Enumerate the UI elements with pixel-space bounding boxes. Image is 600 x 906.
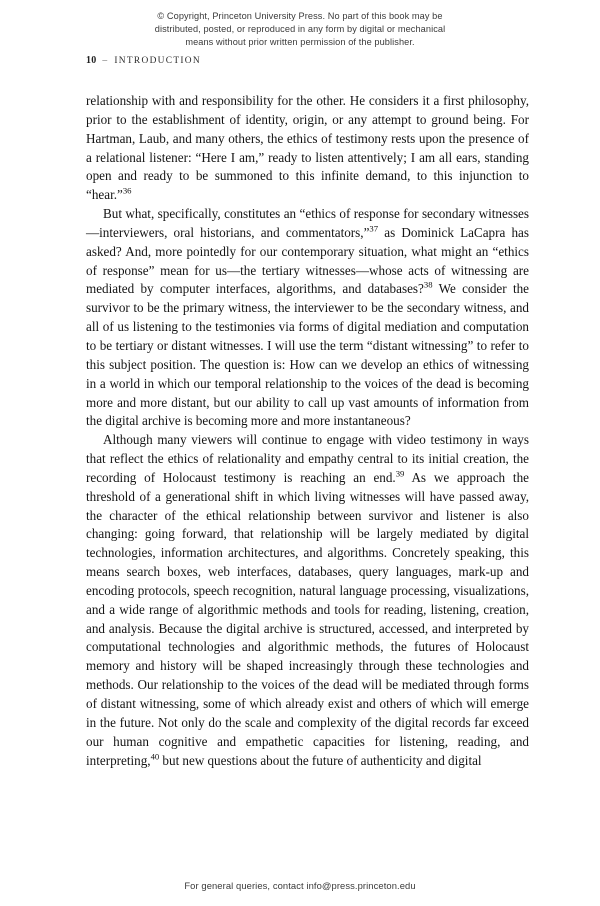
page-number: 10 — [86, 55, 97, 66]
page-footer: For general queries, contact info@press.princeton.edu — [184, 880, 416, 891]
footnote-reference[interactable]: 37 — [369, 223, 379, 234]
body-paragraph: relationship with and responsibility for the other. He considers it a first philosophy, prior to the establishment of identity, origin, or any attempt to ground being. For Hartman, Laub, and many others, the ethics of testimony rests upon the presence of a relational listener: “Here I am,” ready to listen attentively; I am all ears, standing open and ready to be summoned to this infinite demand, to this injunction to “hear.”$^{36}$ — [86, 93, 529, 203]
copyright-line-2: distributed, posted, or reproduced in any form by digital or mechanical — [154, 24, 446, 35]
body-paragraph: Although many viewers will continue to engage with video testimony in ways that reflect the ethics of relationality and empathy central to its initial creation, the recording of Holocaust testimony is reaching an end.$^{39}$ As we approach the threshold of a generational shift in which living witnesses will have passed away, the character of the ethical relationship between survivor and listener is also changing: going forward, that relationship will be largely mediated by digital technologies, information architectures, and algorithms. Concretely speaking, this means search boxes, web interfaces, databases, query languages, mark-up and encoding protocols, speech recognition, natural language processing, visualizations, and a wide range of algorithmic methods and tools for reading, listening, creation, and analysis. Because the digital archive is structured, accessed, and interpreted by computational technologies and algorithmic methods, the futures of Holocaust memory and history will be shaped increasingly through these technologies and methods. Our relationship to the voices of the dead will be mediated through forms of distant witnessing, some of which already exist and others of which will emerge in the future. Not only do the scale and complexity of the digital records far exceed our human cognitive and empathetic capacities for listening, reading, and interpreting,$^{40}$ but new questions about the future of authenticity and digital — [86, 432, 529, 768]
running-head-separator: – — [102, 55, 109, 66]
running-head — [86, 55, 528, 69]
chapter-title: INTRODUCTION — [114, 56, 201, 66]
footnote-reference[interactable]: 36 — [122, 185, 132, 196]
copyright-notice — [108, 10, 492, 50]
footnote-reference[interactable]: 39 — [395, 468, 405, 479]
copyright-line-3: means without prior written permission of the publisher. — [185, 37, 415, 48]
footnote-reference[interactable]: 38 — [423, 280, 433, 291]
footnote-reference[interactable]: 40 — [150, 751, 160, 762]
body-paragraph: But what, specifically, constitutes an “ethics of response for secondary witnesses—interviewers, oral historians, and commentators,”$^{37}$ as Dominick LaCapra has asked? And, more pointedly for our contemporary situation, what might an “ethics of response” mean for us—the tertiary witnesses—whose acts of witnessing are mediated by computer interfaces, algorithms, and databases?$^{38}$ We consider the survivor to be the primary witness, the interviewer to be the secondary witness, and all of us listening to the testimonies via forms of digital mediation and computation to be tertiary or distant witnesses. I will use the term “distant witnessing” to refer to this subject position. The question is: How can we develop an ethics of witnessing in a world in which our temporal relationship to the voices of the dead is becoming more and more distant, but our ability to call up vast amounts of information from the digital archive is becoming more and more instantaneous? — [86, 206, 529, 429]
copyright-line-1: © Copyright, Princeton University Press. No part of this book may be — [157, 11, 443, 21]
body-text-block — [86, 92, 529, 770]
